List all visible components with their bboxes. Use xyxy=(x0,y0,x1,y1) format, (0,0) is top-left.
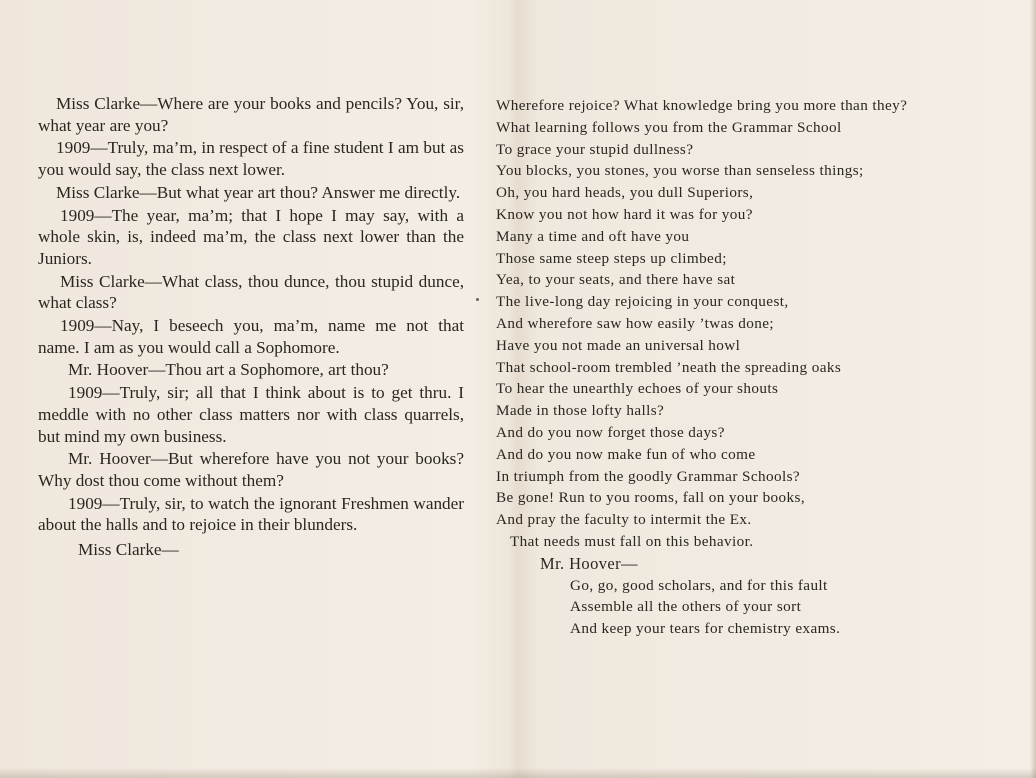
verse-line: Know you not how hard it was for you? xyxy=(496,205,753,223)
closing-verse-line: Assemble all the others of your sort xyxy=(570,598,802,616)
dialogue-paragraph: Mr. Hoover—But wherefore have you not your books? Why dost thou come without them? xyxy=(38,449,464,490)
closing-verse-line: And keep your tears for chemistry exams. xyxy=(570,620,841,638)
closing-speaker: Miss Clarke— xyxy=(78,540,179,560)
verse-line: To hear the unearthly echoes of your shouts xyxy=(496,380,779,398)
page-right-edge xyxy=(1030,0,1036,778)
verse-line: And pray the faculty to intermit the Ex. xyxy=(496,511,752,529)
dialogue-paragraph: Miss Clarke—What class, thou dunce, thou stupid dunce, what class? xyxy=(38,271,464,313)
left-page xyxy=(38,93,464,561)
dialogue-paragraph: 1909—Truly, sir; all that I think about is to get thru. I meddle with no other class matters nor with class quarrels, but mind my own business. xyxy=(38,383,464,446)
verse-line: Those same steep steps up climbed; xyxy=(496,249,727,267)
verse-line: Have you not made an universal howl xyxy=(496,336,741,354)
dialogue-paragraph: 1909—Nay, I beseech you, ma’m, name me not that name. I am as you would call a Sophomore. xyxy=(38,316,464,357)
verse-line: Yea, to your seats, and there have sat xyxy=(496,271,736,289)
verse-line: Many a time and oft have you xyxy=(496,227,690,245)
verse-line: And do you now make fun of who come xyxy=(496,445,756,463)
dialogue-paragraph: 1909—Truly, sir, to watch the ignorant Freshmen wander about the halls and to rejoice in their blunders. xyxy=(38,493,464,535)
print-speck xyxy=(476,298,479,301)
speaker-label: Mr. Hoover— xyxy=(540,553,638,573)
verse-line: Wherefore rejoice? What knowledge bring you more than they? xyxy=(496,97,908,114)
dialogue-paragraph: Miss Clarke—But what year art thou? Answer me directly. xyxy=(56,182,461,202)
closing-verse-line: Go, go, good scholars, and for this fault xyxy=(570,576,828,594)
page-bottom-edge xyxy=(0,768,1036,778)
verse-line: And do you now forget those days? xyxy=(496,423,725,441)
verse-line: The live-long day rejoicing in your conquest, xyxy=(496,293,789,311)
verse-line: And wherefore saw how easily ’twas done; xyxy=(496,314,775,332)
verse-line: That needs must fall on this behavior. xyxy=(510,532,754,550)
verse-line: You blocks, you stones, you worse than senseless things; xyxy=(496,162,864,180)
dialogue-paragraph: Miss Clarke—Where are your books and pencils? You, sir, what year are you? xyxy=(38,94,464,135)
verse-line: Be gone! Run to you rooms, fall on your books, xyxy=(496,489,806,507)
dialogue-paragraph: 1909—Truly, ma’m, in respect of a fine student I am but as you would say, the class next lower. xyxy=(38,138,464,180)
dialogue-paragraph: 1909—The year, ma’m; that I hope I may say, with a whole skin, is, indeed ma’m, the class next lower than the Juniors. xyxy=(38,205,464,268)
right-page xyxy=(496,95,956,640)
verse-line: Made in those lofty halls? xyxy=(496,402,665,420)
verse-line: Oh, you hard heads, you dull Superiors, xyxy=(496,184,754,202)
verse-line: What learning follows you from the Grammar School xyxy=(496,118,842,136)
dialogue-paragraph: Mr. Hoover—Thou art a Sophomore, art thou? xyxy=(68,360,389,380)
verse-line: To grace your stupid dullness? xyxy=(496,140,694,158)
verse-line: In triumph from the goodly Grammar Schools? xyxy=(496,467,801,485)
verse-line: That school-room trembled ’neath the spreading oaks xyxy=(496,358,842,376)
